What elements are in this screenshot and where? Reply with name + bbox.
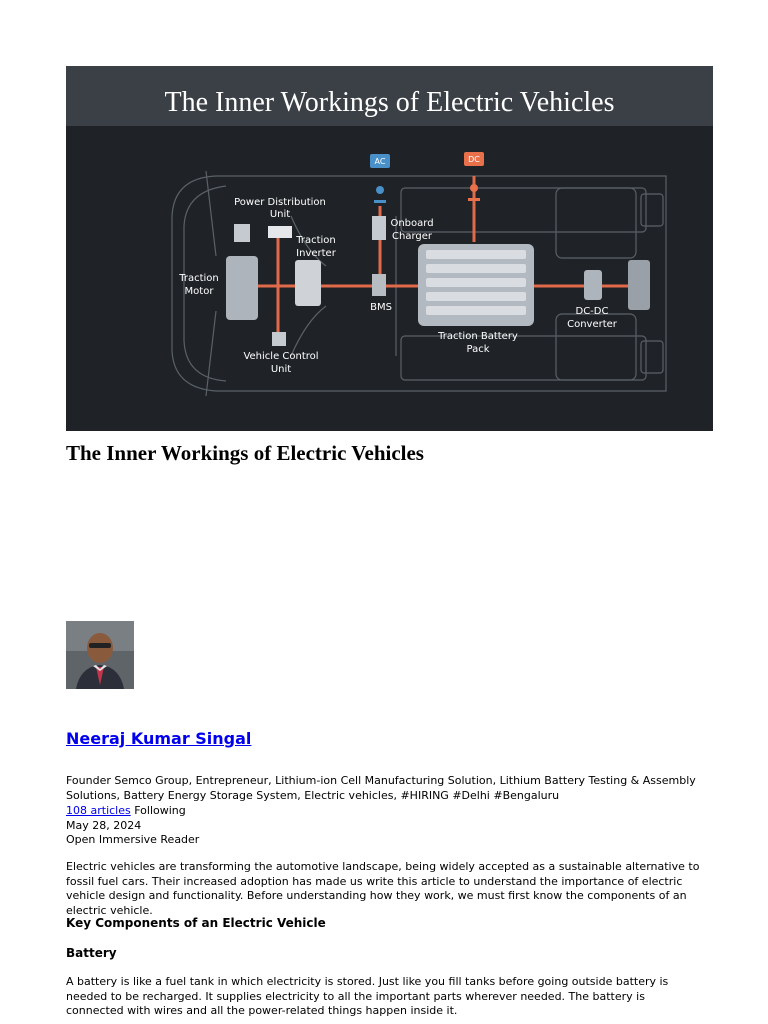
vcu-component (272, 332, 286, 346)
battery-paragraph: A battery is like a fuel tank in which electricity is stored. Just like you fill tanks before going outside battery is needed to be recharged. It supplies electricity to all the important parts wherever needed. The battery is connected with wires and all the power-related things happen inside it. (66, 975, 669, 1018)
vcu-label-2: Unit (270, 364, 292, 375)
onboard-label-1: Onboard (390, 218, 434, 229)
dc-label: DC (468, 155, 480, 164)
publish-date: May 28, 2024 (66, 819, 142, 832)
pdu-label-1: Power Distribution (234, 197, 326, 208)
aux-battery-component (628, 260, 650, 310)
hero-image (66, 66, 713, 431)
bms-component (372, 274, 386, 296)
vcu-label-1: Vehicle Control (243, 351, 319, 362)
pdu-label-2: Unit (269, 209, 291, 220)
hero-title: The Inner Workings of Electric Vehicles (164, 87, 615, 118)
traction-motor-component (226, 256, 258, 320)
onboard-label-2: Charger (392, 231, 432, 242)
bms-label: BMS (370, 302, 392, 313)
author-name-link[interactable]: Neeraj Kumar Singal (66, 729, 252, 748)
battery-heading: Battery (66, 946, 117, 960)
articles-count-link[interactable]: 108 articles (66, 804, 131, 817)
follow-line (66, 803, 706, 818)
author-headline: Founder Semco Group, Entrepreneur, Lithium-ion Cell Manufacturing Solution, Lithium Battery Testing & Assembly Solutions, Battery Energy Storage System, Electric vehicles, #HIRING #Delhi #Bengaluru (66, 774, 696, 802)
inverter-component (295, 260, 321, 306)
dc-connector-icon (468, 198, 480, 201)
onboard-charger-component (372, 216, 386, 240)
intro-paragraph: Electric vehicles are transforming the automotive landscape, being widely accepted as a sustainable alternative to fossil fuel cars. Their increased adoption has made us write this article to understand the importance of electric vehicle design and functionality. Before understanding how they work, we must first know the components of an electric vehicle. (66, 860, 700, 917)
article-title: The Inner Workings of Electric Vehicles (66, 441, 424, 465)
motor-gear-component (234, 224, 250, 242)
author-avatar[interactable] (66, 621, 134, 689)
author-photo (66, 621, 134, 689)
pdu-component (268, 226, 292, 238)
battery-label-2: Pack (466, 344, 490, 355)
dc-plug-icon (470, 184, 478, 192)
section-heading: Key Components of an Electric Vehicle (66, 916, 326, 930)
ac-connector-icon (374, 200, 386, 203)
battery-label-1: Traction Battery (438, 331, 518, 342)
ac-label: AC (374, 157, 386, 166)
dcdc-label-1: DC-DC (575, 306, 609, 317)
ac-plug-icon (376, 186, 384, 194)
dcdc-label-2: Converter (567, 319, 617, 330)
inverter-label-1: Traction (296, 235, 336, 246)
inverter-label-2: Inverter (296, 248, 336, 259)
motor-label-2: Motor (184, 286, 214, 297)
motor-label-1: Traction (179, 273, 219, 284)
dcdc-component (584, 270, 602, 300)
following-status[interactable]: Following (134, 804, 186, 817)
ev-diagram (66, 66, 713, 431)
immersive-reader-link[interactable]: Open Immersive Reader (66, 833, 200, 846)
